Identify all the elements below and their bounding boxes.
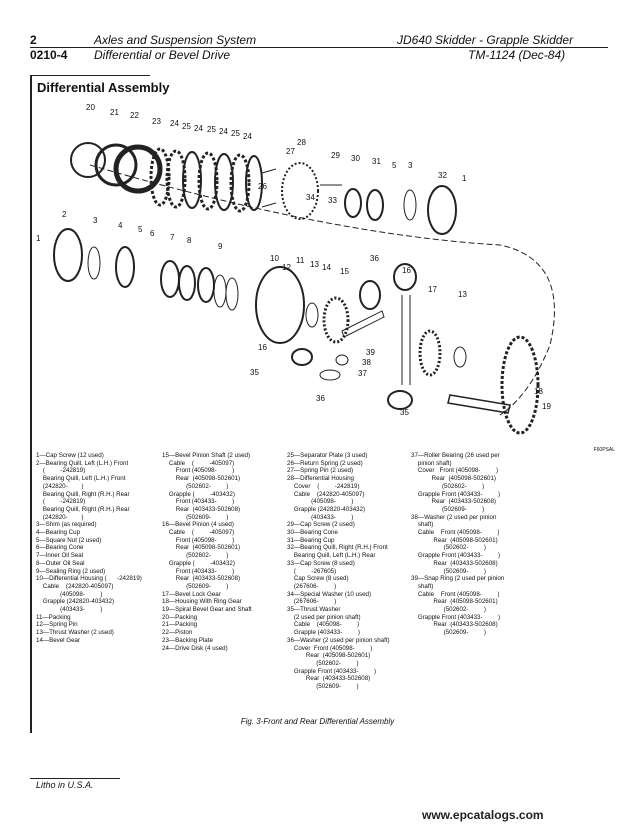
callout-29: 29 <box>331 151 340 160</box>
manual-title: Axles and Suspension System <box>94 33 257 47</box>
part-bearing-cone-6 <box>161 261 179 297</box>
callout-24: 24 <box>170 119 179 128</box>
callout-22: 22 <box>130 111 139 120</box>
part-outer-seal-8 <box>198 268 214 302</box>
callout-7: 7 <box>170 233 175 242</box>
callout-4: 4 <box>118 221 123 230</box>
callout-2: 2 <box>62 210 67 219</box>
section-title: Differential Assembly <box>37 80 170 95</box>
callout-1: 1 <box>462 174 467 183</box>
part-thrust-washer-13 <box>306 303 318 327</box>
callout-12: 12 <box>282 263 291 272</box>
part-bearing-cone-30 <box>345 189 361 217</box>
manual-number: TM-1124 (Dec-84) <box>468 48 566 62</box>
callout-25: 25 <box>207 125 216 134</box>
callout-23: 23 <box>152 117 161 126</box>
callout-15: 15 <box>340 267 349 276</box>
part-sealing-ring-9a <box>214 275 226 307</box>
part-lock-gear-17 <box>420 331 440 375</box>
callout-38: 38 <box>362 358 371 367</box>
part-shim-3 <box>404 190 416 220</box>
callout-27: 27 <box>286 147 295 156</box>
callout-1: 1 <box>36 234 41 243</box>
part-bearing-cup-4 <box>116 247 134 287</box>
part-quill-2 <box>54 229 82 281</box>
callout-16: 16 <box>402 266 411 275</box>
callout-11: 11 <box>296 256 305 265</box>
part-diff-housing-10 <box>256 267 304 343</box>
part-bearing-37 <box>320 370 340 380</box>
callout-6: 6 <box>150 229 155 238</box>
callout-labels <box>36 103 551 417</box>
part-pinion-16c <box>292 349 312 365</box>
part-packing-20 <box>71 143 105 177</box>
page-number: 2 <box>30 33 37 47</box>
part-inner-seal-7 <box>179 266 195 300</box>
callout-35: 35 <box>250 368 259 377</box>
callout-3: 3 <box>93 216 98 225</box>
callout-36: 36 <box>370 254 379 263</box>
part-bevel-gear-14 <box>324 298 348 342</box>
callout-36: 36 <box>316 394 325 403</box>
part-pinion-16d <box>388 391 412 409</box>
exploded-diagram <box>30 95 608 445</box>
part-housing-cover-28 <box>282 163 318 219</box>
callout-13: 13 <box>458 290 467 299</box>
callout-9: 9 <box>218 242 223 251</box>
callout-8: 8 <box>187 236 192 245</box>
machine-name: JD640 Skidder - Grapple Skidder <box>397 33 574 47</box>
callout-14: 14 <box>322 263 331 272</box>
callout-34: 34 <box>306 193 315 202</box>
callout-21: 21 <box>110 108 119 117</box>
callout-18: 18 <box>534 387 543 396</box>
section-code: 0210-4 <box>30 48 68 62</box>
callout-28: 28 <box>297 138 306 147</box>
part-shim-3b <box>88 247 100 279</box>
callout-20: 20 <box>86 103 95 112</box>
assembly-guide-line <box>90 165 554 415</box>
part-shaft-vertical <box>402 295 410 385</box>
legend-column-2: 15—Bevel Pinion Shaft (2 used) Cable ( -405097) Front (405098- ) Rear (405098-502601) (502602- ) Grapple ( -403432) Front (403433- ) Rear (403433-502608) (502609- ) 16—Bevel Pinion (4 used) Cable ( -405097) Front (405098- ) Rear (405098-502601) (502602- ) Grapple ( -403432) Front (403433- ) Rear (403433-502608) (502609- ) 17—Bevel Lock Gear 18—Housing With Ring Gear 19—Spiral Bevel Gear and Shaft 20—Packing 21—Packing 22—Piston 23—Backing Plate 24—Drive Disk (4 used) <box>162 452 252 652</box>
callout-24: 24 <box>194 124 203 133</box>
legend-column-4: 37—Roller Bearing (26 used per pinion shaft) Cover Front (405098- ) Rear (405098-502601) (502602- ) Grapple Front (403433- ) Rear (403433-502608) (502609- ) 38—Washer (2 used per pinion shaft) Cable Front (405098- ) Rear (405098-502601) (502602- ) Grapple Front (403433- ) Rear (403433-502608) (502609- ) 39—Snap Ring (2 used per pinion shaft) Cable Front (405098- ) Rear (405098-502601) (502602- ) Grapple Front (403433- ) Rear (403433-502608) (502609- ) <box>411 452 505 637</box>
part-sealing-ring-9b <box>226 278 238 310</box>
watermark: www.epcatalogs.com <box>422 808 544 822</box>
figure-number: F60PSAL <box>593 447 615 453</box>
callout-16: 16 <box>258 343 267 352</box>
part-bevel-pinion-16a <box>360 281 380 309</box>
callout-32: 32 <box>438 171 447 180</box>
callout-3: 3 <box>408 161 413 170</box>
callout-31: 31 <box>372 157 381 166</box>
callout-17: 17 <box>428 285 437 294</box>
callout-39: 39 <box>366 348 375 357</box>
callout-25: 25 <box>182 122 191 131</box>
legend-column-1: 1—Cap Screw (12 used) 2—Bearing Quill, Left (L.H.) Front ( -242819) Bearing Quill, Left (L.H.) Front (242820- ) Bearing Quill, Right (R.H.) Rear ( -242819) Bearing Quill, Right (R.H.) Rear (242820- ) 3—Shim (as required) 4—Bearing Cup 5—Square Nut (2 used) 6—Bearing Cone 7—Inner Oil Seal 8—Outer Oil Seal 9—Sealing Ring (2 used) 10—Differential Housing ( -242819) Cable (242820-405097) (405098- ) Grapple (242820-403432) (403433- ) 11—Packing 12—Spring Pin 13—Thrust Washer (2 used) 14—Bevel Gear <box>36 452 142 644</box>
part-ring-gear-18 <box>502 337 538 433</box>
callout-37: 37 <box>358 369 367 378</box>
part-piston-22 <box>116 147 160 191</box>
part-bevel-shaft-19 <box>448 395 510 413</box>
callout-35: 35 <box>400 408 409 417</box>
callout-26: 26 <box>258 182 267 191</box>
legend-column-3: 25—Separator Plate (3 used) 26—Return Spring (2 used) 27—Spring Pin (2 used) 28—Differential Housing Cover ( -242819) Cable (242820-405097) (405098- ) Grapple (242820-403432) (403433- ) 29—Cap Screw (2 used) 30—Bearing Cone 31—Bearing Cup 32—Bearing Quill, Right (R.H.) Front Bearing Quill, Left (L.H.) Rear 33—Cap Screw (8 used) ( -267605) Cap Screw (8 used) (267606- ) 34—Special Washer (10 used) (267606- ) 35—Thrust Washer (2 used per pinion shaft) Cable (405098- ) Grapple (403433- ) 36—Washer (2 used per pinion shaft) Cover Front (405098- ) Rear (405098-502601) (502602- ) Grapple Front (403433- ) Rear (403433-502608) (502609- ) <box>287 452 390 691</box>
litho-note: Litho in U.S.A. <box>36 780 94 790</box>
callout-5: 5 <box>392 161 397 170</box>
part-thrust-washer-13b <box>454 347 466 367</box>
callout-19: 19 <box>542 402 551 411</box>
part-bearing-cup-31 <box>367 190 383 220</box>
callout-13: 13 <box>310 260 319 269</box>
callout-24: 24 <box>219 127 228 136</box>
footer-rule <box>30 778 120 779</box>
manual-subtitle: Differential or Bevel Drive <box>94 48 231 62</box>
callout-24: 24 <box>243 132 252 141</box>
callout-5: 5 <box>138 225 143 234</box>
header-rule <box>30 47 608 48</box>
part-washer-38 <box>336 355 348 365</box>
callout-30: 30 <box>351 154 360 163</box>
section-box-top <box>30 75 150 76</box>
part-quill-32 <box>428 186 456 234</box>
callout-10: 10 <box>270 254 279 263</box>
callout-25: 25 <box>231 129 240 138</box>
callout-33: 33 <box>328 196 337 205</box>
figure-caption: Fig. 3-Front and Rear Differential Assembly <box>240 717 395 726</box>
